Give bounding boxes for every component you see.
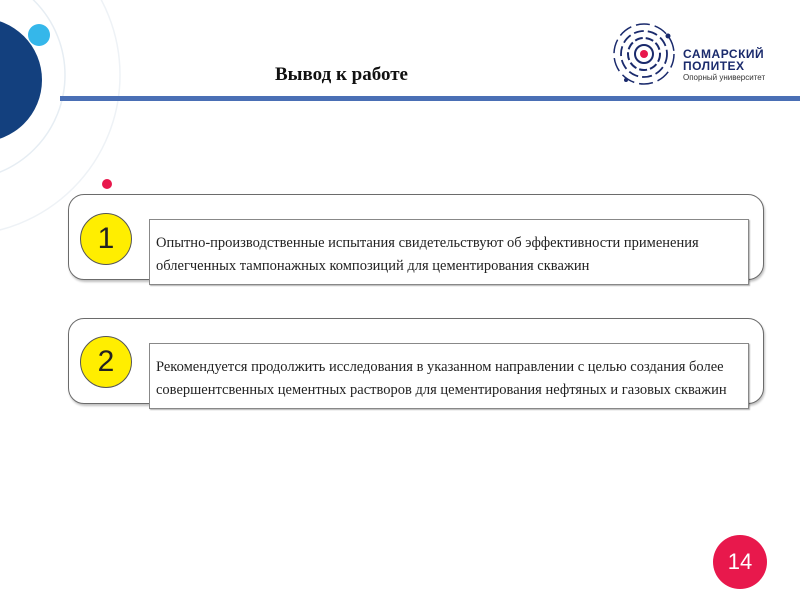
- page-number-badge: 14: [713, 535, 767, 589]
- conclusion-text-2: Рекомендуется продолжить исследования в указанном направлении с целью создания более совершентсвенных цементных растворов для цементирования нефтяных и газовых скважин: [149, 343, 749, 409]
- number-badge-2: 2: [80, 336, 132, 388]
- logo-tagline: Опорный университет: [683, 73, 766, 82]
- page-title: Вывод к работе: [275, 64, 408, 85]
- red-dot: [102, 179, 112, 189]
- light-blue-dot: [28, 24, 50, 46]
- number-badge-1: 1: [80, 213, 132, 265]
- logo-line-2: ПОЛИТЕХ: [683, 59, 745, 73]
- conclusion-text-1: Опытно-производственные испытания свидетельствуют об эффективности применения облегченных тампонажных композиций для цементирования скважин: [149, 219, 749, 285]
- logo-line-1: САМАРСКИЙ: [683, 47, 765, 61]
- title-divider: [60, 96, 800, 101]
- logo-text: [683, 48, 765, 82]
